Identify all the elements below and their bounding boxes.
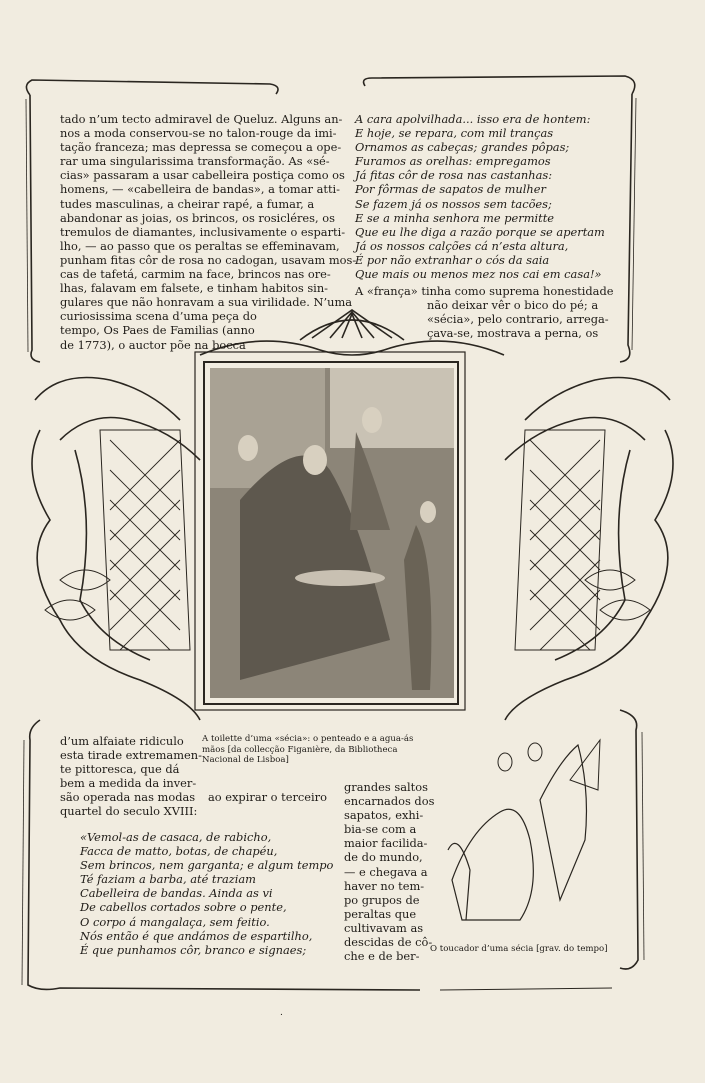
poem-verse-2 [80, 830, 340, 957]
bottom-middle-paragraph [344, 780, 435, 964]
verse-line: De cabellos cortados sobre o pente, [80, 900, 287, 915]
text-line: cultivavam as [344, 920, 424, 935]
text-line: tempo, Os Paes de Familias (anno [60, 323, 255, 338]
text-line: curiosissima scena d’uma peça do [60, 309, 257, 324]
text-line: esta tirade extremamen- [60, 748, 202, 763]
verse-line: A cara apolvilhada... isso era de hontem: [355, 112, 591, 126]
text-line: não deixar vêr o bico do pé; a [427, 298, 599, 313]
page-mark: . [280, 1008, 283, 1018]
caption-line: A toilette d’uma «sécia»: o penteado e a agua-ás [202, 734, 414, 744]
column-2-prose [355, 284, 625, 340]
column-2-paragraph [355, 284, 625, 340]
verse-line: Se fazem já os nossos sem tacões; [355, 196, 552, 211]
engraving-caption: O toucador d’uma sécia [grav. do tempo] [430, 944, 608, 954]
text-line: bem a medida da inver- [60, 776, 197, 791]
verse-line: E hoje, se repara, com mil tranças [355, 126, 554, 141]
bottom-middle-text [344, 780, 435, 964]
verse-line: É por não extranhar o cós da saia [355, 252, 550, 267]
column-1-paragraph [60, 112, 357, 352]
text-line: — e chegava a [344, 864, 428, 879]
text-line: punham fitas côr de rosa no cadogan, usavam mos- [60, 252, 357, 267]
bottom-left-text [60, 734, 200, 819]
verse-line: Que eu lhe diga a razão porque se apertam [355, 224, 605, 239]
bottom-poem [80, 830, 340, 957]
text-line: lho, — ao passo que os peraltas se effeminavam, [60, 238, 340, 253]
text-line: quartel do seculo XVIII: [60, 804, 198, 819]
verse-line: Já os nossos calções cá n’esta altura, [355, 238, 569, 253]
verse-line: Por fôrmas de sapatos de mulher [355, 182, 546, 197]
verse-line: Nós então é que andámos de espartilho, [80, 928, 313, 943]
text-line: çava-se, mostrava a perna, os [427, 326, 599, 341]
text-line: tação franceza; mas depressa se começou a ope- [60, 140, 342, 155]
bottom-left-continuation: ao expirar o terceiro [208, 790, 327, 804]
verse-line: Furamos as orelhas: empregamos [355, 154, 551, 169]
text-line: rar uma singularissima transformação. As «sé- [60, 154, 330, 169]
text-line: tado n’um tecto admiravel de Queluz. Alguns an- [60, 112, 343, 126]
verse-line: Cabelleira de bandas. Ainda as vi [80, 886, 273, 901]
text-line: tremulos de diamantes, inclusivamente o esparti- [60, 224, 346, 239]
text-line: cias» passaram a usar cabelleira postiça como os [60, 168, 345, 183]
text-line: po grupos de [344, 892, 420, 907]
verse-line: Facca de matto, botas, de chapéu, [80, 844, 278, 859]
text-line: d’um alfaiate ridiculo [60, 734, 184, 748]
text-line: peraltas que [344, 906, 417, 921]
text-line: che e de ber- [344, 949, 420, 964]
verse-line: Sem brincos, nem garganta; e algum tempo [80, 858, 334, 873]
text-line: grandes saltos [344, 780, 428, 794]
caption-line: Nacional de Lisboa] [202, 755, 289, 765]
text-line: A «frança» tinha como suprema honestidade [355, 284, 614, 298]
poem-verse [355, 112, 631, 281]
verse-line: Té faziam a barba, até traziam [80, 872, 256, 887]
verse-line: E se a minha senhora me permitte [355, 210, 555, 225]
text-line: maior facilida- [344, 836, 428, 851]
text-line: gulares que não honravam a sua virilidade. N’uma [60, 295, 353, 310]
text-line: haver no tem- [344, 878, 425, 893]
verse-line: O corpo á mangalaça, sem feitio. [80, 914, 270, 929]
text-line: nos a moda conservou-se no talon-rouge da imi- [60, 126, 337, 141]
text-line: lhas, falavam em falsete, e tinham habitos sin- [60, 281, 329, 296]
caption-line: mãos [da collecção Figanière, da Bibliotheca [202, 744, 398, 755]
verse-line: «Vemol-as de casaca, de rabicho, [80, 830, 272, 844]
text-line: homens, — «cabelleira de bandas», a tomar atti- [60, 182, 341, 197]
verse-line: Que mais ou menos mez nos cai em casa!» [355, 267, 602, 282]
verse-line: Ornamos as cabeças; grandes pôpas; [355, 140, 570, 155]
text-line: bia-se com a [344, 822, 417, 837]
bottom-left-paragraph [60, 734, 200, 819]
text-line: «sécia», pelo contrario, arrega- [427, 312, 609, 327]
text-line: de do mundo, [344, 850, 423, 865]
verse-line: É que punhamos côr, branco e signaes; [80, 942, 307, 957]
text-line: sapatos, exhi- [344, 808, 424, 823]
text-line: te pittoresca, que dá [60, 762, 180, 777]
text-line: tudes masculinas, a cheirar rapé, a fumar, a [60, 196, 315, 211]
verse-line: Já fitas côr de rosa nas castanhas: [355, 168, 553, 183]
column-1-text [60, 112, 357, 352]
text-line: abandonar as joias, os brincos, os rosicléres, os [60, 210, 335, 225]
text-line: de 1773), o auctor põe na bocca [60, 337, 246, 352]
text-line: encarnados dos [344, 794, 435, 809]
text-line: cas de tafetá, carmim na face, brincos nas ore- [60, 267, 331, 282]
column-2-poem [355, 112, 631, 281]
illustration-caption [202, 734, 442, 766]
text-line: são operada nas modas [60, 790, 196, 805]
text-line: descidas de cô- [344, 935, 433, 950]
